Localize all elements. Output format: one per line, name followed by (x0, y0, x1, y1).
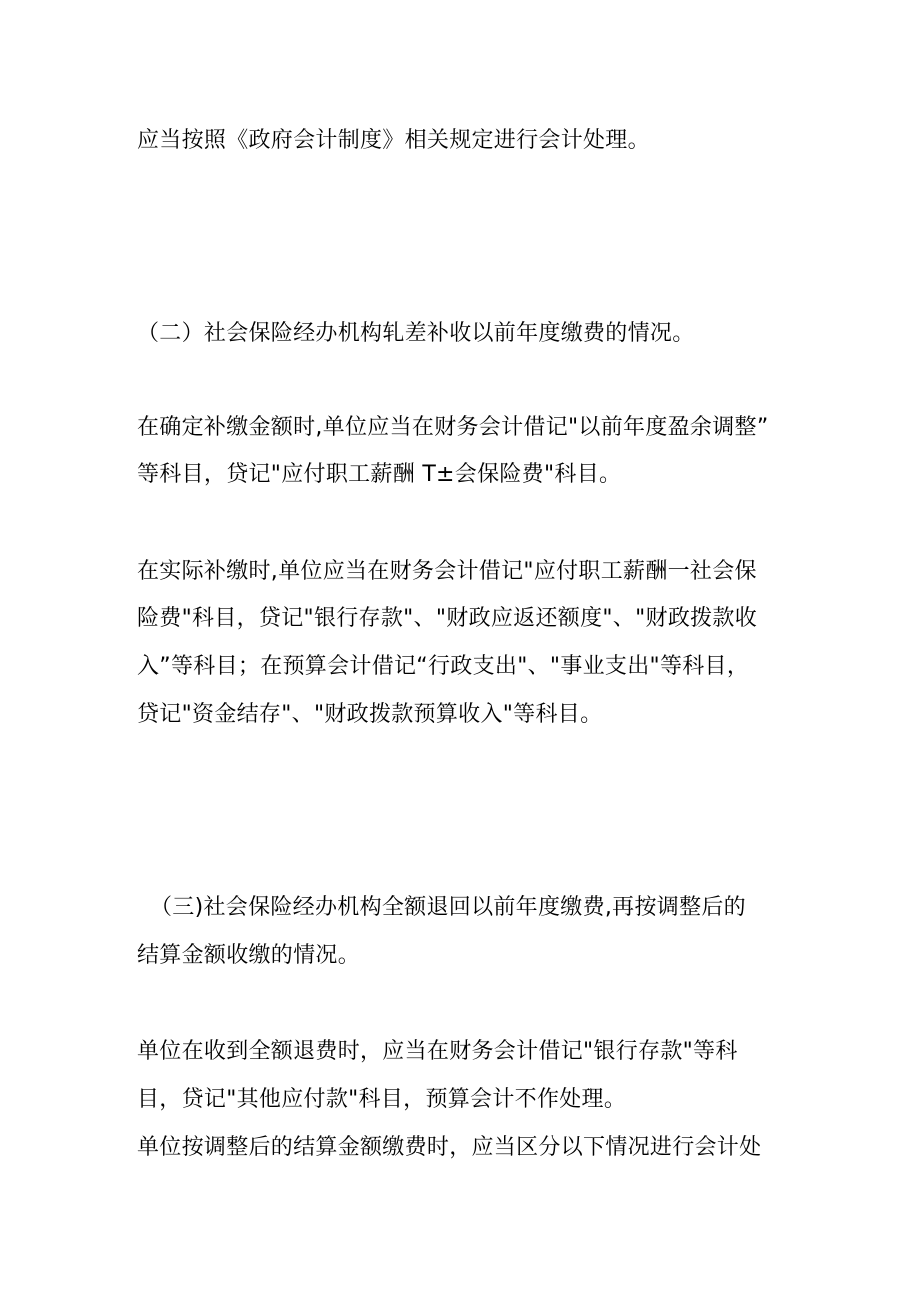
paragraph-line: 在实际补缴时,单位应当在财务会计借记"应付职工薪酬一社会保 (137, 559, 757, 584)
paragraph-line: 等科目，贷记"应付职工薪酬 T±会保险费"科目。 (137, 462, 622, 487)
paragraph-line: 入”等科目；在预算会计借记“行政支出"、"事业支出"等科目， (137, 654, 750, 679)
paragraph-line: 在确定补缴金额时,单位应当在财务会计借记"以前年度盈余调整” (137, 415, 769, 440)
paragraph-line: 贷记"资金结存"、"财政拨款预算收入"等科目。 (137, 702, 603, 727)
section-heading: （三)社会保险经办机构全额退回以前年度缴费,再按调整后的 (150, 895, 746, 920)
paragraph-line: 应当按照《政府会计制度》相关规定进行会计处理。 (137, 128, 650, 153)
paragraph-line: 单位在收到全额退费时，应当在财务会计借记"银行存款"等科 (137, 1039, 738, 1064)
paragraph-line: 单位按调整后的结算金额缴费时，应当区分以下情况进行会计处 (137, 1135, 762, 1160)
section-heading: （二）社会保险经办机构轧差补收以前年度缴费的情况。 (137, 321, 695, 346)
paragraph-line: 目，贷记"其他应付款"科目，预算会计不作处理。 (137, 1087, 627, 1112)
section-heading: 结算金额收缴的情况。 (137, 943, 361, 968)
paragraph-line: 险费"科目，贷记"银行存款"、"财政应返还额度"、"财政拨款收 (137, 606, 758, 631)
